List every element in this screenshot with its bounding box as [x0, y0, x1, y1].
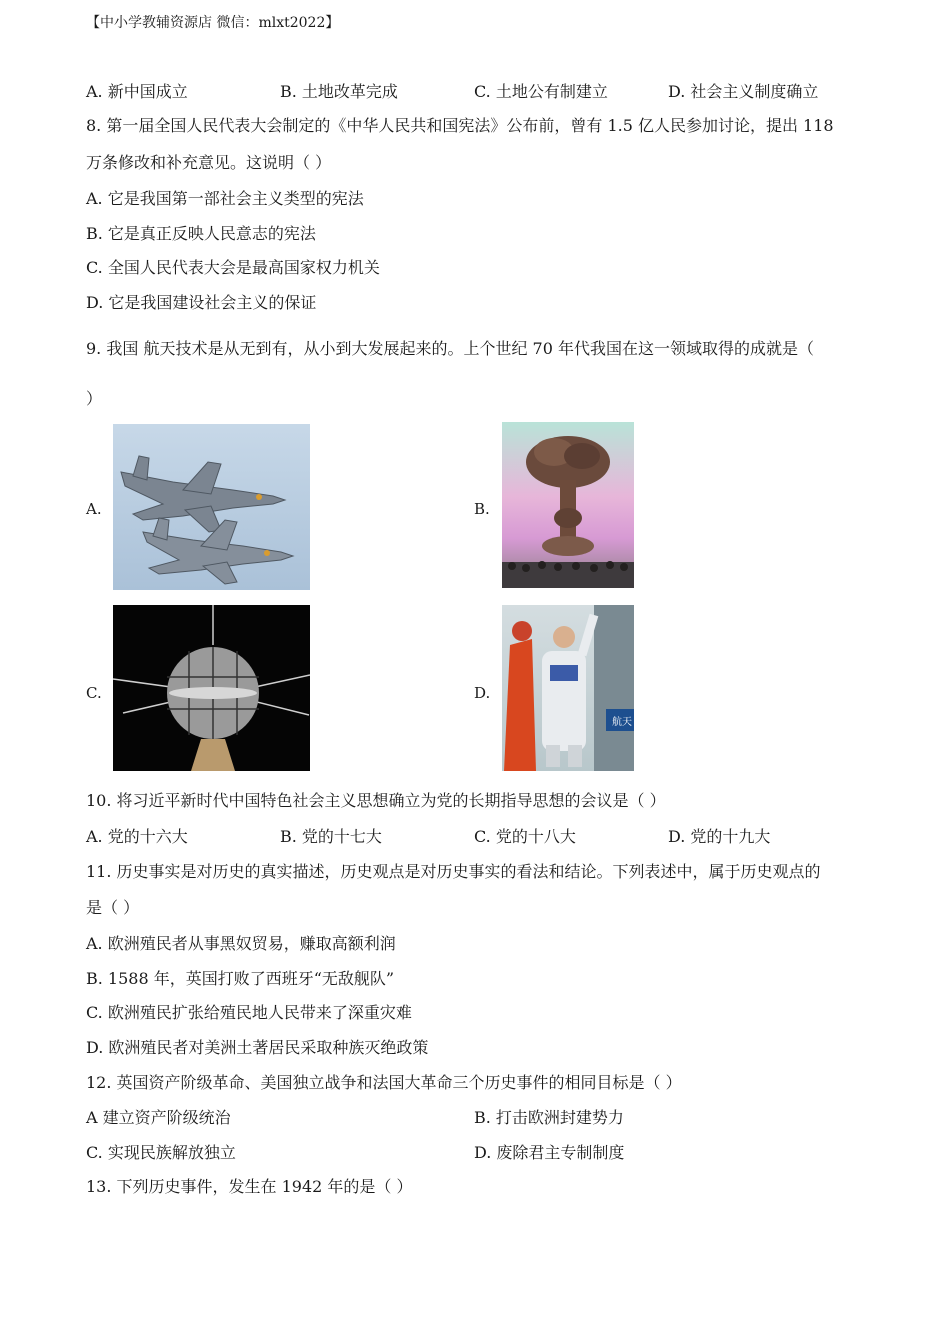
q8-stem-line2: 万条修改和补充意见。这说明（ ）: [86, 153, 332, 172]
q8-option-a: A. 它是我国第一部社会主义类型的宪法: [86, 189, 364, 208]
q11-stem-line1: 11. 历史事实是对历史的真实描述，历史观点是对历史事实的看法和结论。下列表述中，属于历史观点的: [86, 862, 821, 881]
q11-option-b: B. 1588 年，英国打败了西班牙“无敌舰队”: [86, 969, 395, 988]
q9-label-b: B.: [474, 500, 490, 518]
q10-option-a: A. 党的十六大: [86, 827, 188, 846]
q9-label-c: C.: [86, 684, 102, 702]
q12-option-d: D. 废除君主专制制度: [474, 1143, 625, 1162]
fighter-jets-image: [113, 424, 310, 590]
q9-label-d: D.: [474, 684, 491, 702]
astronaut-image-caption: 航天: [612, 717, 632, 728]
q7-option-a: A. 新中国成立: [86, 82, 188, 101]
satellite-image: [113, 605, 310, 771]
q10-option-b: B. 党的十七大: [280, 827, 382, 846]
astronaut-image: [502, 605, 634, 771]
q7-option-c: C. 土地公有制建立: [474, 82, 608, 101]
q8-option-d: D. 它是我国建设社会主义的保证: [86, 293, 317, 312]
q13-stem-line1: 13. 下列历史事件，发生在 1942 年的是（ ）: [86, 1177, 413, 1196]
q11-option-c: C. 欧洲殖民扩张给殖民地人民带来了深重灾难: [86, 1003, 412, 1022]
q11-option-d: D. 欧洲殖民者对美洲土著居民采取种族灭绝政策: [86, 1038, 429, 1057]
q12-stem-line1: 12. 英国资产阶级革命、美国独立战争和法国大革命三个历史事件的相同目标是（ ）: [86, 1073, 682, 1092]
q10-option-d: D. 党的十九大: [668, 827, 771, 846]
q8-option-c: C. 全国人民代表大会是最高国家权力机关: [86, 258, 380, 277]
q7-option-b: B. 土地改革完成: [280, 82, 398, 101]
q8-option-b: B. 它是真正反映人民意志的宪法: [86, 224, 316, 243]
q12-option-c: C. 实现民族解放独立: [86, 1143, 236, 1162]
page-header: 【中小学教辅资源店 微信：mlxt2022】: [86, 15, 340, 31]
q8-stem-line1: 8. 第一届全国人民代表大会制定的《中华人民共和国宪法》公布前，曾有 1.5 亿人民参加讨论，提出 118: [86, 116, 834, 135]
q9-stem-line1: 9. 我国 航天技术是从无到有，从小到大发展起来的。上个世纪 70 年代我国在这一领域取得的成就是（: [86, 339, 814, 358]
q9-stem-line2: ）: [86, 389, 103, 408]
q11-option-a: A. 欧洲殖民者从事黑奴贸易，赚取高额利润: [86, 934, 396, 953]
q7-option-d: D. 社会主义制度确立: [668, 82, 819, 101]
q12-option-a: A 建立资产阶级统治: [86, 1108, 231, 1127]
q10-stem-line1: 10. 将习近平新时代中国特色社会主义思想确立为党的长期指导思想的会议是（ ）: [86, 791, 666, 810]
mushroom-cloud-image: [502, 422, 634, 588]
q9-label-a: A.: [86, 500, 102, 518]
q10-option-c: C. 党的十八大: [474, 827, 576, 846]
q12-option-b: B. 打击欧洲封建势力: [474, 1108, 624, 1127]
q11-stem-line2: 是（ ）: [86, 898, 140, 917]
